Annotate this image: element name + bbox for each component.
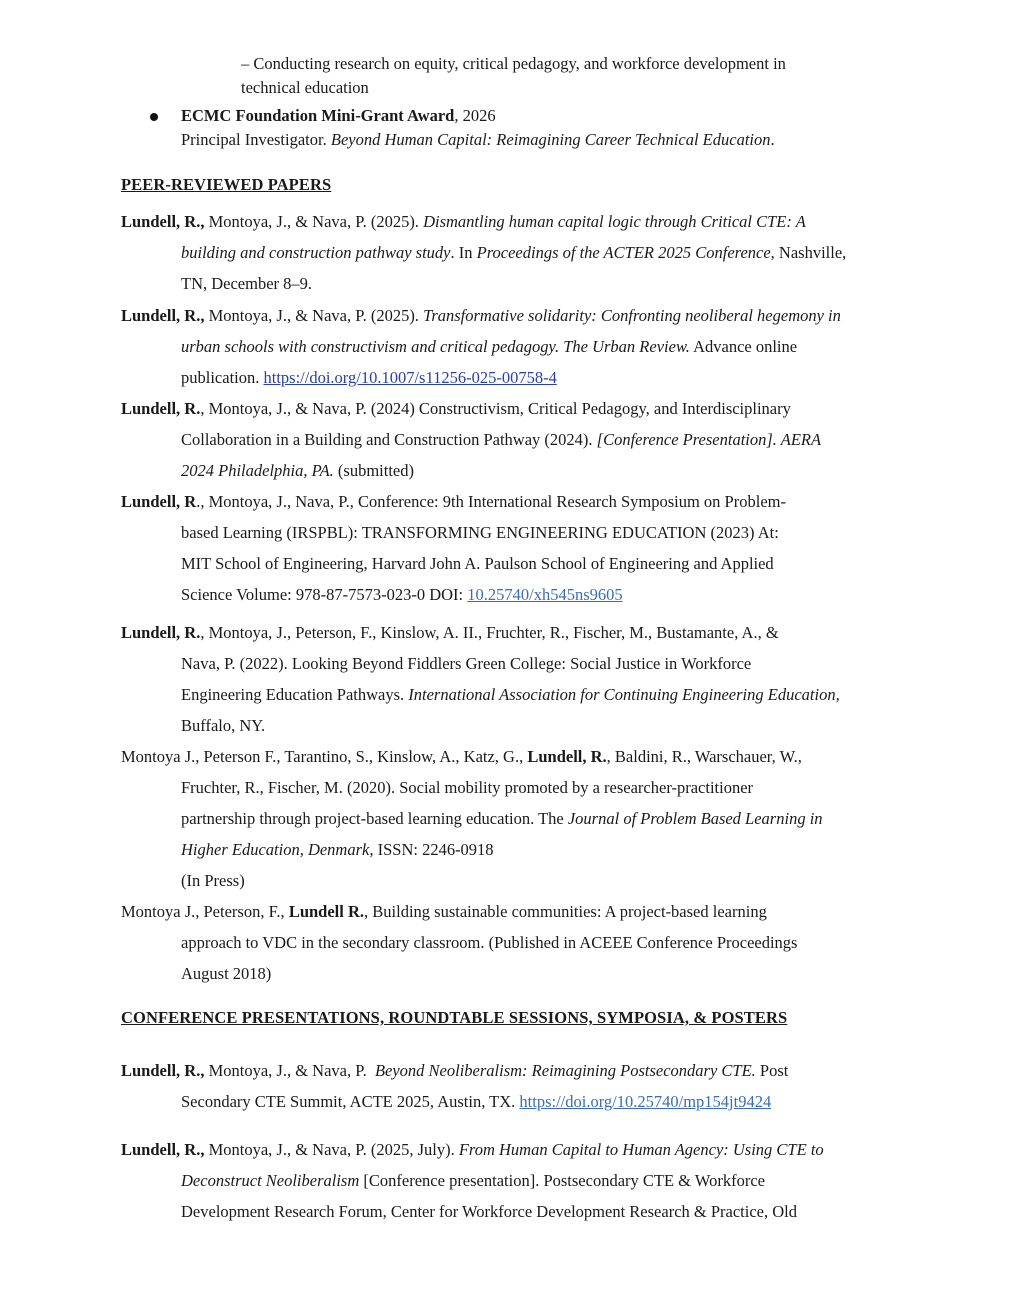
grant-year: , 2026 bbox=[454, 106, 496, 125]
doi-link[interactable]: https://doi.org/10.1007/s11256-025-00758-4 bbox=[263, 368, 557, 387]
citation-entry: Montoya J., Peterson, F., Lundell R., Building sustainable communities: A project-based learning approach to VDC in the secondary classroom. (Published in ACEEE Conference Proceedings August 2018) bbox=[121, 902, 798, 983]
author-bold: Lundell, R., bbox=[121, 212, 205, 231]
author-bold: Lundell, R bbox=[121, 492, 197, 511]
grant-description-line: technical education bbox=[241, 78, 369, 97]
doi-link[interactable]: https://doi.org/10.25740/mp154jt9424 bbox=[519, 1092, 772, 1111]
grant-role: Principal Investigator. bbox=[181, 130, 331, 149]
citation-entry: Lundell, R., Montoya, J., & Nava, P. (2025, July). From Human Capital to Human Agency: Using CTE to Deconstruct Neoliberalism [Conference presentation]. Postsecondary CTE & Workforce Development Research Forum, Center for Workforce Development Research & Practice, Old bbox=[121, 1140, 824, 1221]
author-bold: Lundell, R., bbox=[121, 1140, 205, 1159]
document-page: – Conducting research on equity, critical pedagogy, and workforce development in technical education ECMC Foundation Mini-Grant Award, 2026 Principal Investigator. Beyond Human Capital: Reimagining Career Technical Education. PEER-REVIEWED PAPERS Lundell, R., Montoya, J., & Nava, P. (2025). Dismantling human capital logic through Critical CTE: A building and construction pathway study. In Proceedings of the ACTER 2025 Conference, Nashville, TN, December 8–9. Lundell, R., Montoya, J., & Nava, P. (2025). Transformative solidarity: Confronting neoliberal hegemony in urban schools with constructivism and critical pedagogy. The Urban Review. Advance online publication. https://doi.org/10.1007/s11256-025-00758-4 Lundell, R., Montoya, J., & Nava, P. (2024) Constructivism, Critical Pedagogy, and Interdisciplinary Collaboration in a Building and Construction Pathway (2024). [Conference Presentation]. AERA 2024 Philadelphia, PA. (submitted) Lundell, R., Montoya, J., Nava, P., Conference: 9th International Research Symposium on Problem- based Learning (IRSPBL): TRANSFORMING ENGINEERING EDUCATION (2023) At: MIT School of Engineering, Harvard John A. Paulson School of Engineering and Applied Science Volume: 978-87-7573-023-0 DOI: 10.25740/xh545ns9605 Lundell, R., Montoya, J., Peterson, F., Kinslow, A. II., Fruchter, R., Fischer, M., Bustamante, A., & Nava, P. (2022). Looking Beyond Fiddlers Green College: Social Justice in Workforce Engineering Education Pathways. International Association for Continuing Engineering Education, Buffalo, NY. Montoya J., Peterson F., Tarantino, S., Kinslow, A., Katz, G., Lundell, R., Baldini, R., Warschauer, W., Fruchter, R., Fischer, M. (2020). Social mobility promoted by a researcher-practitioner partnership through project-based learning education. The Journal of Problem Based Learning in Higher Education, Denmark, ISSN: 2246-0918 (In Press) Montoya J., Peterson, F., Lundell R., Building sustainable communities: A project-based learning approach to VDC in the secondary classroom. (Published in ACEEE Conference Proceedings August 2018) CONFERENCE PRESENTATIONS, ROUNDTABLE SESSIONS, SYMPOSIA, & POSTERS Lundell, R., Montoya, J., & Nava, P. Beyond Neoliberalism: Reimagining Postsecondary CTE. Post Secondary CTE Summit, ACTE 2025, Austin, TX. https://doi.org/10.25740/mp154jt9424 Lundell, R., Montoya, J., & Nava, P. (2025, July). From Human Capital to Human Agency: Using CTE to Deconstruct Neoliberalism [Conference presentation]. Postsecondary CTE & Workforce Development Research Forum, Center for Workforce Development Research & Practice, Old bbox=[0, 0, 1024, 1314]
author-bold: Lundell R. bbox=[288, 902, 365, 921]
citation-entry: Lundell, R., Montoya, J., & Nava, P. (2025). Dismantling human capital logic through Critical CTE: A building and construction pathway study. In Proceedings of the ACTER 2025 Conference, Nashville, TN, December 8–9. bbox=[121, 212, 847, 293]
author-bold: Lundell, R. bbox=[121, 399, 201, 418]
citation-entry: Lundell, R., Montoya, J., Peterson, F., Kinslow, A. II., Fruchter, R., Fischer, M., Bustamante, A., & Nava, P. (2022). Looking Beyond Fiddlers Green College: Social Justice in Workforce Engineering Education Pathways. International Association for Continuing Engineering Education, Buffalo, NY. bbox=[121, 623, 840, 735]
citation-entry: Montoya J., Peterson F., Tarantino, S., Kinslow, A., Katz, G., Lundell, R., Baldini, R., Warschauer, W., Fruchter, R., Fischer, M. (2020). Social mobility promoted by a researcher-practitioner partnership through project-based learning education. The Journal of Problem Based Learning in Higher Education, Denmark, ISSN: 2246-0918 (In Press) bbox=[121, 747, 823, 890]
bullet-icon bbox=[150, 113, 158, 121]
grant-title: ECMC Foundation Mini-Grant Award bbox=[181, 106, 455, 125]
citation-entry: Lundell, R., Montoya, J., Nava, P., Conference: 9th International Research Symposium on Problem- based Learning (IRSPBL): TRANSFORMING ENGINEERING EDUCATION (2023) At: MIT School of Engineering, Harvard John A. Paulson School of Engineering and Applied Science Volume: 978-87-7573-023-0 DOI: 10.25740/xh545ns9605 bbox=[121, 492, 786, 604]
citation-entry: Lundell, R., Montoya, J., & Nava, P. Beyond Neoliberalism: Reimagining Postsecondary CTE. Post Secondary CTE Summit, ACTE 2025, Austin, TX. https://doi.org/10.25740/mp154jt9424 bbox=[121, 1061, 789, 1111]
section-heading-conference: CONFERENCE PRESENTATIONS, ROUNDTABLE SESSIONS, SYMPOSIA, & POSTERS bbox=[121, 1008, 788, 1027]
citation-entry: Lundell, R., Montoya, J., & Nava, P. (2024) Constructivism, Critical Pedagogy, and Interdisciplinary Collaboration in a Building and Construction Pathway (2024). [Conference Presentation]. AERA 2024 Philadelphia, PA. (submitted) bbox=[121, 399, 822, 480]
grant-description-line: – Conducting research on equity, critical pedagogy, and workforce development in bbox=[241, 54, 786, 73]
section-heading-peer-reviewed: PEER-REVIEWED PAPERS bbox=[121, 175, 332, 194]
author-bold: Lundell, R., bbox=[121, 1061, 205, 1080]
author-bold: Lundell, R. bbox=[121, 623, 201, 642]
author-bold: Lundell, R. bbox=[527, 747, 607, 766]
citation-entry: Lundell, R., Montoya, J., & Nava, P. (2025). Transformative solidarity: Confronting neoliberal hegemony in urban schools with constructivism and critical pedagogy. The Urban Review. Advance online publication. https://doi.org/10.1007/s11256-025-00758-4 bbox=[121, 306, 841, 387]
author-bold: Lundell, R., bbox=[121, 306, 205, 325]
doi-link[interactable]: 10.25740/xh545ns9605 bbox=[467, 585, 623, 604]
grant-project: Beyond Human Capital: Reimagining Career Technical Education bbox=[330, 130, 771, 149]
